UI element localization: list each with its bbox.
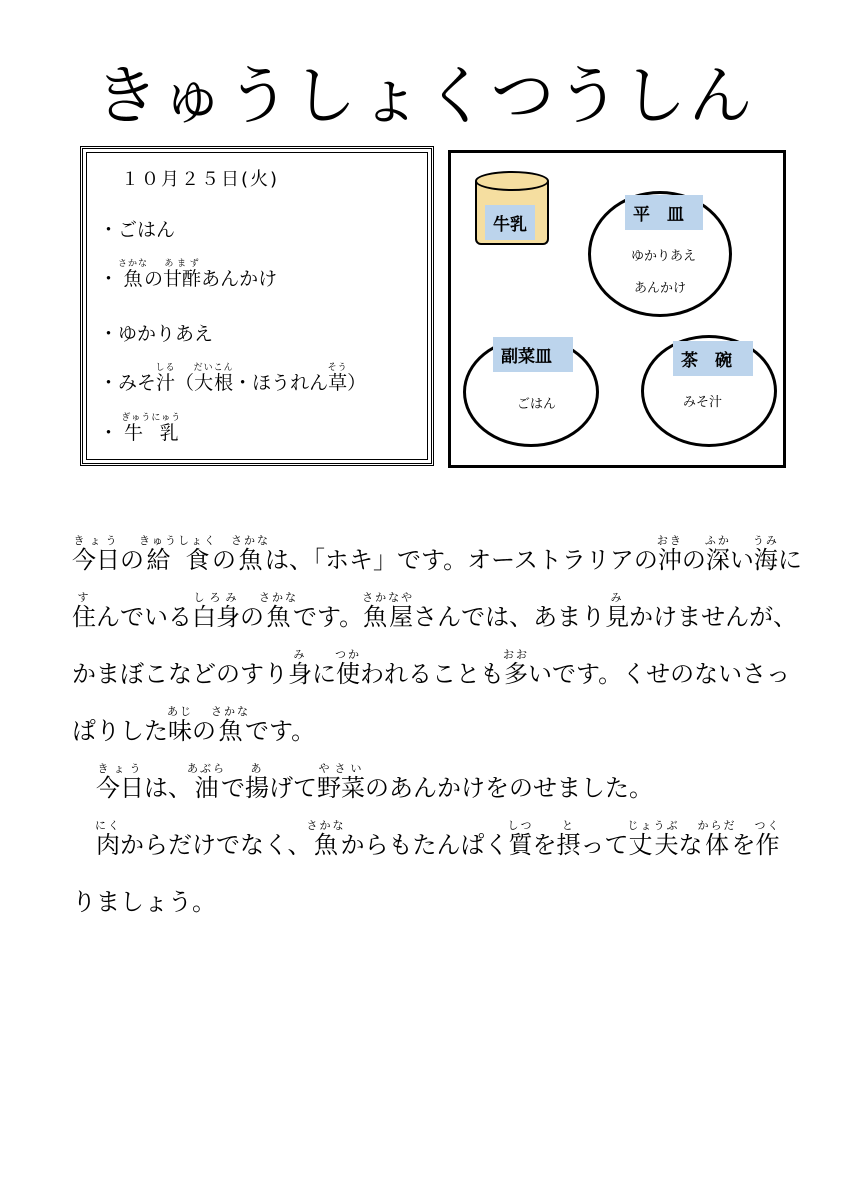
menu-item-yukari (99, 319, 213, 346)
article-paragraph-3 (72, 817, 802, 931)
text-run: りましょう。 (72, 888, 216, 916)
ruby-word: 体からだ (697, 819, 737, 859)
menu-item-fish: ・魚さかなの甘酢あまずあんかけ (99, 259, 278, 290)
text-run: を (532, 831, 557, 859)
ruby-word: 魚さかな (306, 819, 346, 859)
ruby-milk: 牛 乳ぎゅうにゅう (121, 413, 182, 444)
text-run: われることも (360, 660, 504, 688)
chawan-label: 茶 碗 (673, 341, 753, 376)
menu-item-miso: ・みそ汁しる（大根だいこん・ほうれん草そう） (99, 363, 367, 394)
ruby-shiru: 汁しる (155, 363, 176, 394)
page-title: きゅうしょくつうしん (94, 60, 755, 134)
text-run (72, 831, 96, 859)
text-run: は、 (144, 774, 192, 802)
ruby-word: 住す (72, 591, 96, 631)
ruby-word: 魚屋さかなや (362, 591, 415, 631)
ruby-word: 魚さかな (259, 591, 298, 631)
menu-item-label: ゆかりあえ (118, 323, 214, 345)
ruby-word: 丈夫じょうぶ (627, 819, 680, 859)
text-run: からだけでなく、 (120, 831, 312, 859)
ruby-word: 魚さかな (231, 534, 270, 574)
ruby-word: 深ふか (704, 534, 731, 574)
hirazara-food-1: ゆかりあえ (631, 249, 697, 264)
fukusaizara-food: ごはん (517, 397, 557, 412)
text-run: さんでは、あまり (413, 603, 606, 631)
ruby-sou: 草そう (327, 363, 348, 394)
ruby-amazu: 甘酢あまず (163, 259, 202, 290)
text-run: いです。くせのないさっぱりした (72, 660, 791, 745)
text-run: の (192, 717, 216, 745)
ruby-word: 作つく (754, 819, 781, 859)
ruby-word: 見み (605, 591, 630, 631)
fukusaizara-label: 副菜皿 (493, 337, 573, 372)
text-run: げて (269, 774, 317, 802)
ruby-word: 白身しろみ (192, 591, 240, 631)
text-run: のあんかけをのせました。 (365, 774, 653, 802)
text-run: で (221, 774, 245, 802)
ruby-word: 摂と (556, 819, 581, 859)
text-run: は、「ホキ」です。オーストラリアの (265, 546, 658, 574)
ruby-word: 質しつ (507, 819, 534, 859)
text-run: の (212, 546, 236, 574)
menu-date: １０月２５日(火) (121, 169, 280, 190)
ruby-fish: 魚さかな (118, 259, 149, 290)
milk-cup-rim (475, 171, 549, 191)
ruby-word: 野菜やさい (317, 762, 365, 802)
hirazara-label: 平 皿 (625, 195, 703, 230)
ruby-word: 今日きょう (96, 762, 144, 802)
ruby-word: 肉にく (95, 819, 121, 859)
text-run (72, 774, 96, 802)
text-run: に (312, 660, 336, 688)
menu-item-label: ごはん (118, 219, 176, 241)
text-run: です。 (245, 717, 316, 745)
article-paragraph-1 (72, 532, 802, 760)
menu-item-milk (99, 413, 181, 445)
bullet: ・ (99, 323, 119, 345)
article (72, 532, 802, 931)
text-run: を (731, 831, 756, 859)
bullet: ・ (99, 422, 119, 444)
ruby-word: 沖おき (656, 534, 683, 574)
hirazara-food-2: あんかけ (634, 281, 687, 296)
ruby-word: 魚さかな (211, 705, 250, 745)
text-run: の (240, 603, 264, 631)
ruby-word: 多おお (503, 648, 529, 688)
bullet: ・ (99, 268, 119, 290)
ruby-word: 使つか (335, 648, 361, 688)
chawan-food: みそ汁 (683, 395, 723, 410)
ruby-word: 身み (288, 648, 312, 688)
milk-label: 牛乳 (485, 205, 535, 240)
bullet: ・ (99, 219, 119, 241)
menu-item-rice (99, 215, 175, 242)
menu-box (80, 146, 434, 466)
text-run: な (678, 831, 703, 859)
ruby-word: 今日きょう (72, 534, 120, 574)
ruby-word: 給食きゅうしょく (139, 534, 217, 574)
text-run: って (580, 831, 629, 859)
text-run: い (729, 546, 754, 574)
text-run: に (777, 546, 802, 574)
ruby-word: 油あぶら (187, 762, 226, 802)
tray-diagram (448, 150, 786, 468)
ruby-daikon: 大根だいこん (193, 363, 234, 394)
ruby-word: 揚あ (245, 762, 269, 802)
text-run: の (681, 546, 706, 574)
text-run: の (120, 546, 144, 574)
text-run: からもたんぱく (340, 831, 509, 859)
ruby-word: 海うみ (752, 534, 779, 574)
text-run: です。 (293, 603, 364, 631)
text-run: んでいる (96, 603, 192, 631)
text-run: かけませんが、かまぼこなどのすり (72, 603, 798, 688)
article-paragraph-2 (72, 760, 802, 817)
bullet: ・ (99, 372, 119, 394)
ruby-word: 味あじ (167, 705, 193, 745)
